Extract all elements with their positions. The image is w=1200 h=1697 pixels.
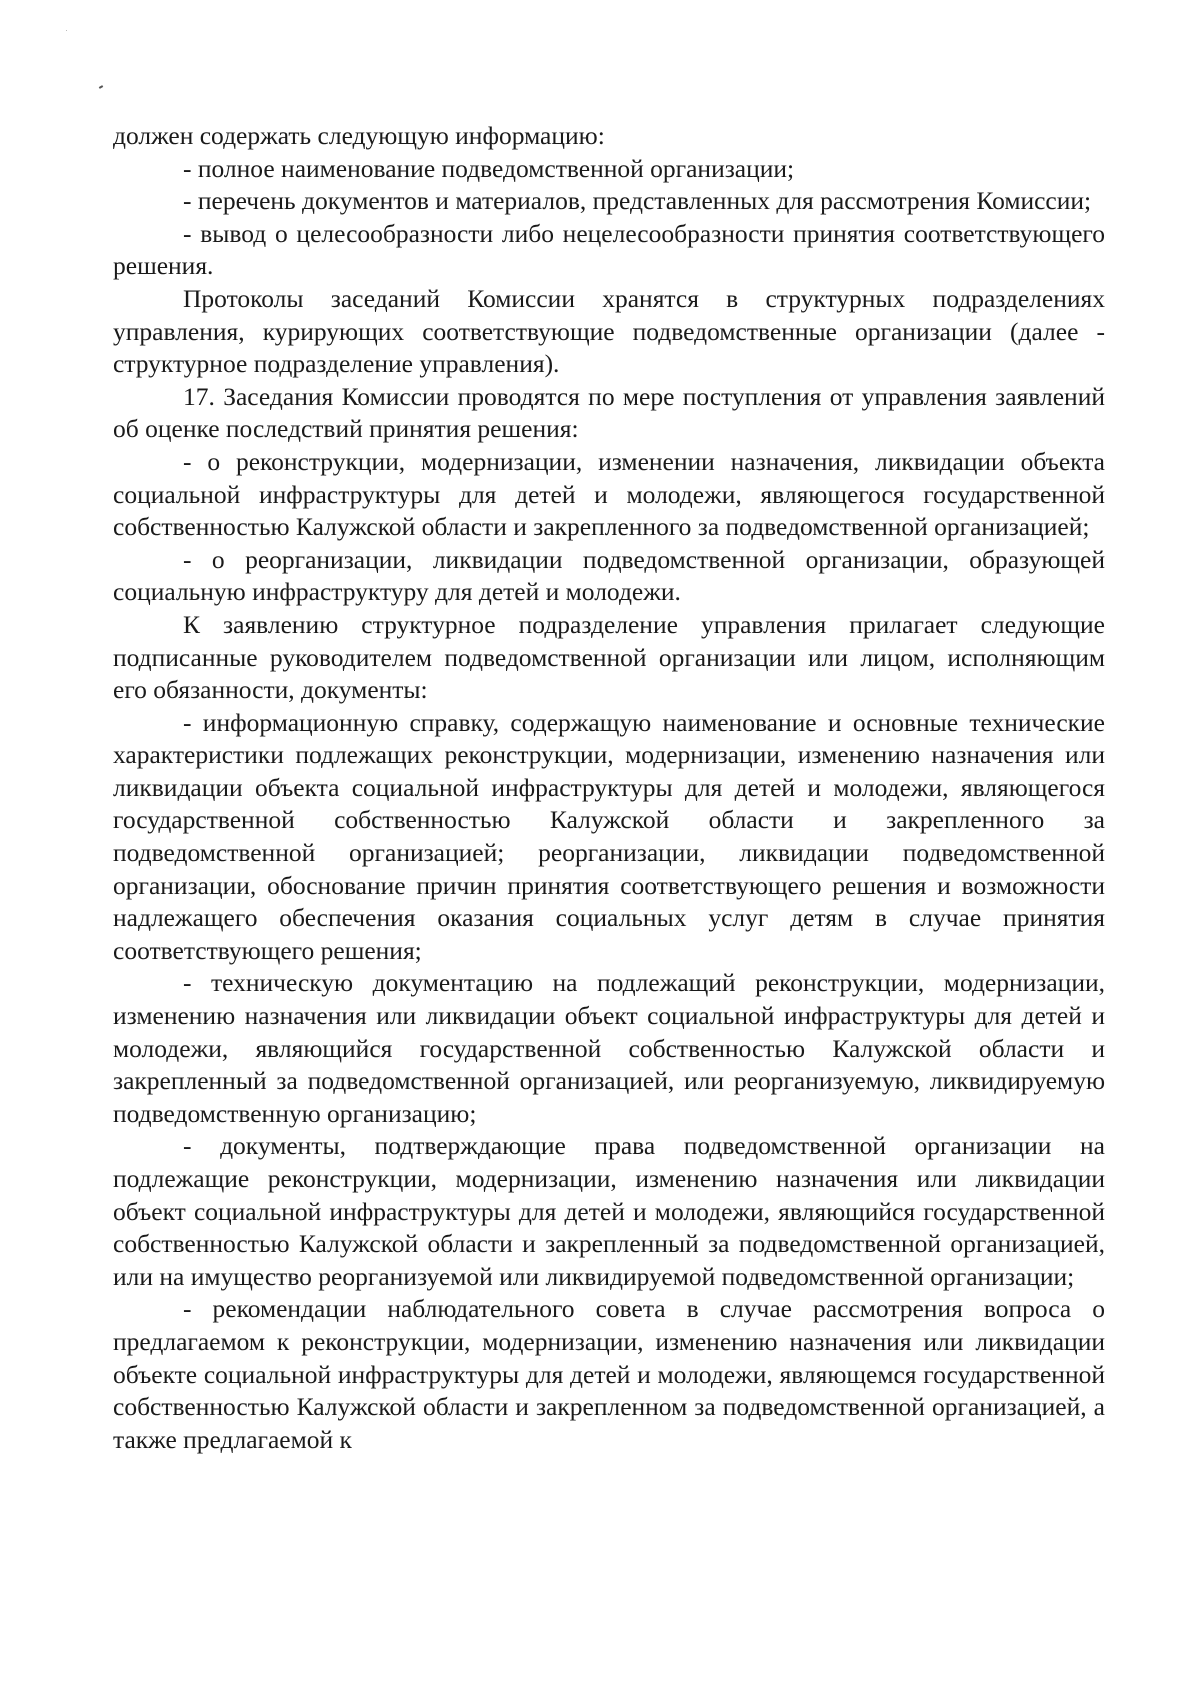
scan-mark bbox=[99, 85, 103, 89]
paragraph-section-17: 17. Заседания Комиссии проводятся по мере поступления от управления заявлений об оценке последствий принятия решения: bbox=[113, 381, 1105, 444]
list-item-full-name: - полное наименование подведомственной организации; bbox=[183, 153, 795, 183]
list-item-reorganization: - о реорганизации, ликвидации подведомственной организации, образующей социальную инфраструктуру для детей и молодежи. bbox=[113, 544, 1105, 607]
list-item-conclusion: - вывод о целесообразности либо нецелесообразности принятия соответствующего решения. bbox=[113, 218, 1105, 281]
list-item-rights-docs: - документы, подтверждающие права подведомственной организации на подлежащие реконструкции, модернизации, изменению назначения или ликвидации объект социальной инфраструктуры для детей и молодежи, являющийся государственной собственностью Калужской области и закрепленный за подведомственной организацией, или на имущество реорганизуемой или ликвидируемой подведомственной организации; bbox=[113, 1131, 1105, 1291]
paragraph-intro: должен содержать следующую информацию: bbox=[113, 121, 605, 150]
list-item-documents-list: - перечень документов и материалов, представленных для рассмотрения Комиссии; bbox=[183, 186, 1092, 216]
list-item-recommendations: - рекомендации наблюдательного совета в случае рассмотрения вопроса о предлагаемом к реконструкции, модернизации, изменению назначения или ликвидации объекте социальной инфраструктуры для детей и молодежи, являющемся государственной собственностью Калужской области и закрепленном за подведомственной организацией, а также предлагаемой к bbox=[113, 1294, 1105, 1454]
paragraph-protocols: Протоколы заседаний Комиссии хранятся в структурных подразделениях управления, курирующих соответствующие подведомственные организации (далее - структурное подразделение управления). bbox=[113, 283, 1105, 379]
scan-speck bbox=[66, 30, 67, 31]
list-item-reconstruction: - о реконструкции, модернизации, изменении назначения, ликвидации объекта социальной инфраструктуры для детей и молодежи, являющегося государственной собственностью Калужской области и закрепленного за подведомственной организацией; bbox=[113, 446, 1105, 542]
document-body bbox=[113, 120, 1105, 1456]
paragraph-attachments: К заявлению структурное подразделение управления прилагает следующие подписанные руководителем подведомственной организации или лицом, исполняющим его обязанности, документы: bbox=[113, 609, 1105, 705]
list-item-info-reference: - информационную справку, содержащую наименование и основные технические характеристики подлежащих реконструкции, модернизации, изменению назначения или ликвидации объекта социальной инфраструктуры для детей и молодежи, являющегося государственной собственностью Калужской области и закрепленного за подведомственной организацией; реорганизации, ликвидации подведомственной организации, обоснование причин принятия соответствующего решения и возможности надлежащего обеспечения оказания социальных услуг детям в случае принятия соответствующего решения; bbox=[113, 707, 1105, 965]
list-item-technical-docs: - техническую документацию на подлежащий реконструкции, модернизации, изменению назначения или ликвидации объект социальной инфраструктуры для детей и молодежи, являющийся государственной собственностью Калужской области и закрепленный за подведомственной организацией, или реорганизуемую, ликвидируемую подведомственную организацию; bbox=[113, 968, 1105, 1128]
